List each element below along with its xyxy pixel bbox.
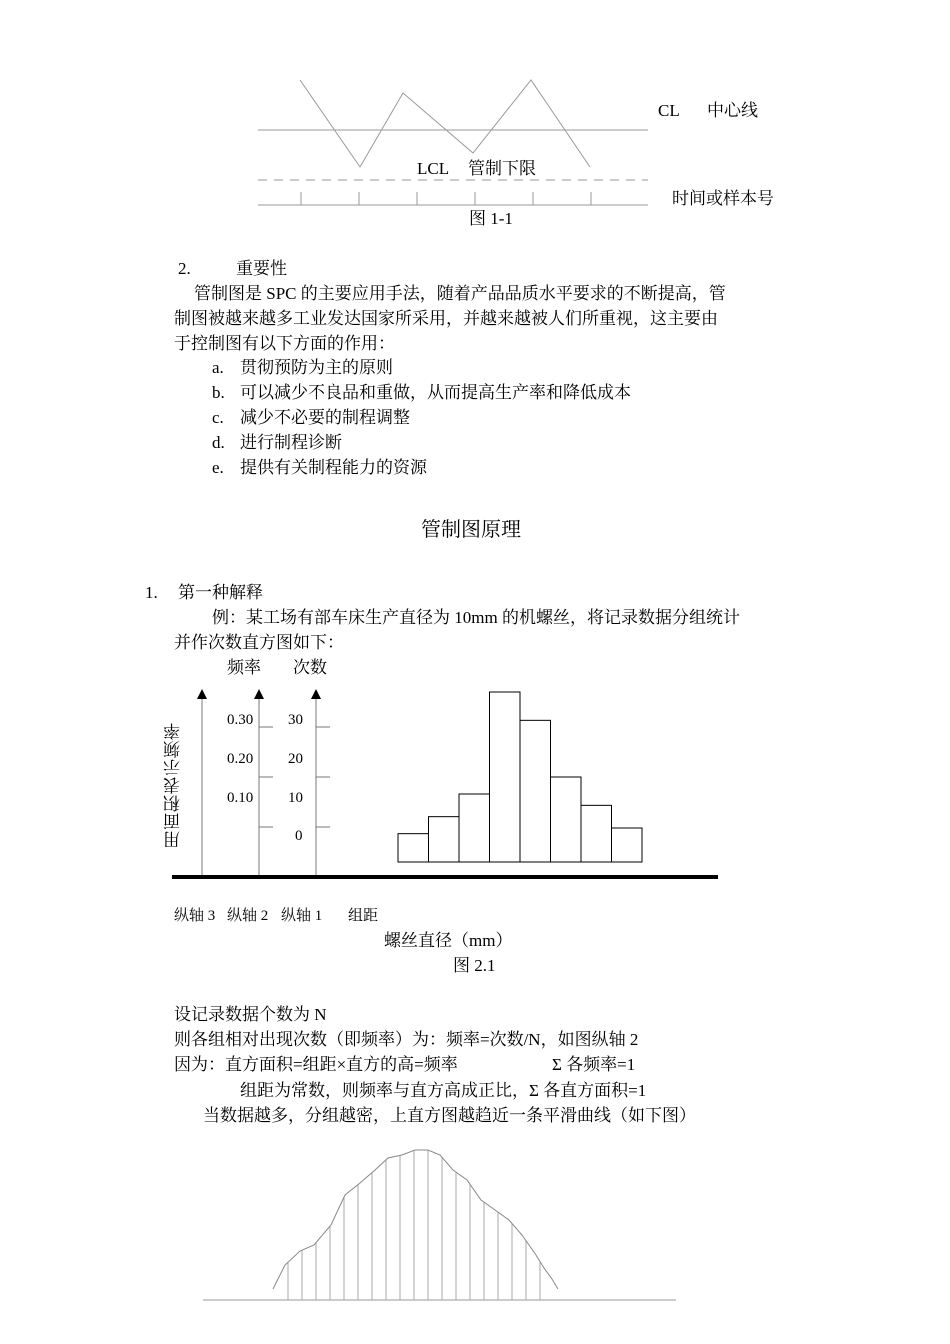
explain-paragraph-line: 并作次数直方图如下： (174, 633, 344, 652)
importance-paragraph-line: 制图被越来越多工业发达国家所采用，并越来越被人们所重视，这主要由 (174, 309, 718, 328)
explain-paragraph-line: 例：某工场有部车床生产直径为 10mm 的机螺丝，将记录数据分组统计 (212, 608, 740, 627)
list-marker: d. (212, 433, 225, 452)
formula-line: 则各组相对出现次数（即频率）为：频率=次数/N，如图纵轴 2 (174, 1030, 639, 1049)
count-axis-header: 次数 (293, 658, 327, 677)
list-marker: e. (212, 458, 224, 477)
lcl-label: LCL (417, 159, 450, 178)
formula-line: 当数据越多，分组越密，上直方图越趋近一条平滑曲线（如下图） (203, 1106, 696, 1125)
count-tick-label: 0 (295, 828, 303, 844)
formula-line: Σ 各频率=1 (552, 1055, 636, 1074)
list-marker: a. (212, 358, 224, 377)
count-tick-label: 10 (288, 790, 303, 806)
list-item: 减少不必要的制程调整 (240, 408, 410, 427)
list-item: 贯彻预防为主的原则 (240, 358, 393, 377)
list-marker: b. (212, 383, 225, 402)
importance-heading: 重要性 (236, 259, 287, 278)
formula-line: 组距为常数，则频率与直方高成正比，Σ 各直方面积=1 (240, 1081, 647, 1100)
time-axis-label: 时间或样本号 (672, 189, 774, 208)
frequency-tick-label: 0.10 (227, 790, 254, 806)
list-item: 进行制程诊断 (240, 433, 342, 452)
importance-paragraph-line: 于控制图有以下方面的作用： (174, 334, 395, 353)
axis-2-label: 纵轴 2 (227, 908, 269, 924)
frequency-tick-label: 0.30 (227, 712, 254, 728)
importance-heading-number: 2. (178, 259, 191, 278)
vertical-axis-label: 用面积表示频率 (164, 722, 183, 848)
explain-heading: 第一种解释 (178, 583, 263, 602)
lcl-text: 管制下限 (468, 159, 536, 178)
formula-line: 因为：直方面积=组距×直方的高=频率 (174, 1055, 458, 1074)
explain-heading-number: 1. (145, 583, 158, 602)
axis-3-label: 纵轴 3 (174, 908, 216, 924)
frequency-axis-header: 频率 (227, 658, 261, 677)
frequency-tick-label: 0.20 (227, 751, 254, 767)
count-tick-label: 20 (288, 751, 303, 767)
count-tick-label: 30 (288, 712, 303, 728)
list-marker: c. (212, 408, 224, 427)
importance-paragraph-line: 管制图是 SPC 的主要应用手法，随着产品品质水平要求的不断提高，管 (194, 284, 726, 303)
figure-caption-2-1: 图 2.1 (453, 956, 496, 975)
section-title: 管制图原理 (421, 519, 521, 541)
class-width-label: 组距 (348, 908, 379, 924)
cl-label: CL (658, 101, 680, 120)
figure-caption-1-1: 图 1-1 (469, 209, 513, 228)
axis-1-label: 纵轴 1 (281, 908, 323, 924)
formula-line: 设记录数据个数为 N (174, 1005, 327, 1024)
list-item: 可以减少不良品和重做，从而提高生产率和降低成本 (240, 383, 631, 402)
cl-text: 中心线 (707, 101, 758, 120)
list-item: 提供有关制程能力的资源 (240, 458, 427, 477)
histogram-x-label: 螺丝直径（mm） (384, 931, 513, 950)
